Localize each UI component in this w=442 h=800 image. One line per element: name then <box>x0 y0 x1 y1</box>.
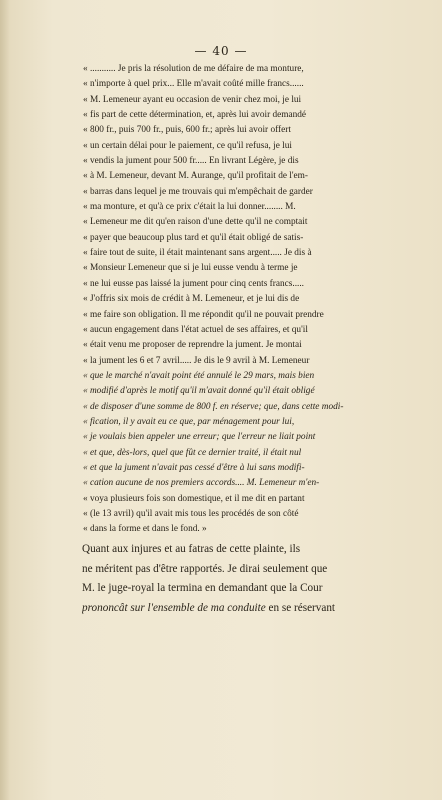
quote-line: « ma monture, et qu'à ce prix c'était la lui donner........ M. <box>83 202 296 213</box>
page-fold-shadow <box>0 0 10 800</box>
body-line: M. le juge-royal la termina en demandant que la Cour <box>82 582 323 594</box>
quote-line: « faire tout de suite, il était maintenant sans argent..... Je dis à <box>83 248 312 259</box>
body-line <box>82 599 417 619</box>
body-line: ne méritent pas d'être rapportés. Je dirai seulement que <box>82 562 328 575</box>
quoted-testimony <box>83 62 413 538</box>
page-number: — 40 — <box>194 44 248 58</box>
quote-line: « fis part de cette détermination, et, après lui avoir demandé <box>83 110 307 121</box>
body-line-end: en se réservant <box>265 601 336 614</box>
quote-line: « à M. Lemeneur, devant M. Aurange, qu'il profitait de l'em- <box>83 171 309 182</box>
body-line: Quant aux injures et au fatras de cette plainte, ils <box>82 543 301 555</box>
quote-line-italic: « je voulais bien appeler une erreur; que l'erreur ne liait point <box>83 432 316 443</box>
quote-line-italic: « et que, dès-lors, quel que fût ce dernier traité, il était nul <box>83 447 302 458</box>
quote-line: « Monsieur Lemeneur que si je lui eusse vendu à terme je <box>83 263 298 274</box>
quote-line-italic: « que le marché n'avait point été annulé le 29 mars, mais bien <box>83 370 315 381</box>
quote-line: « voya plusieurs fois son domestique, et il me dit en partant <box>83 493 305 504</box>
quote-line: « barras dans lequel je me trouvais qui m'empêchait de garder <box>83 186 313 197</box>
quote-line-italic: « de disposer d'une somme de 800 f. en réserve; que, dans cette modi- <box>83 401 344 412</box>
quote-line-italic: « fication, il y avait eu ce que, par ménagement pour lui, <box>83 416 295 427</box>
quote-line: « la jument les 6 et 7 avril..... Je dis le 9 avril à M. Lemeneur <box>83 355 310 366</box>
body-italic-phrase: prononcât sur l'ensemble de ma conduite <box>82 601 266 614</box>
quote-line: « aucun engagement dans l'état actuel de ses affaires, et qu'il <box>83 324 308 335</box>
quote-line: « M. Lemeneur ayant eu occasion de venir chez moi, je lui <box>83 94 302 105</box>
quote-line: « Lemeneur me dit qu'en raison d'une dette qu'il ne comptait <box>83 217 308 228</box>
quote-line: « ........... Je pris la résolution de me défaire de ma monture, <box>83 64 304 74</box>
quote-line: « était venu me proposer de reprendre la jument. Je montai <box>83 340 302 351</box>
quote-line: « 800 fr., puis 700 fr., puis, 600 fr.; après lui avoir offert <box>83 125 291 136</box>
quote-line: « vendis la jument pour 500 fr..... En livrant Légère, je dis <box>83 156 299 167</box>
quote-line: « payer que beaucoup plus tard et qu'il était obligé de satis- <box>83 232 304 243</box>
quote-line: « (le 13 avril) qu'il avait mis tous les procédés de son côté <box>83 508 299 519</box>
quote-line: « un certain délai pour le paiement, ce qu'il refusa, je lui <box>83 140 292 151</box>
quote-line-italic: « cation aucune de nos premiers accords.... M. Lemeneur m'en- <box>83 478 320 489</box>
quote-line: « dans la forme et dans le fond. » <box>83 524 207 535</box>
quote-line: « n'importe à quel prix... Elle m'avait coûté mille francs...... <box>83 79 304 90</box>
quote-line-italic: « modifié d'après le motif qu'il m'avait donné qu'il était obligé <box>83 386 315 397</box>
quote-line: « ne lui eusse pas laissé la jument pour cinq cents francs..... <box>83 278 305 289</box>
body-paragraph <box>82 540 417 618</box>
quote-line-italic: « et que la jument n'avait pas cessé d'être à lui sans modifi- <box>83 462 305 473</box>
quote-line: « me faire son obligation. Il me répondit qu'il ne pouvait prendre <box>83 309 324 320</box>
quote-line: « J'offris six mois de crédit à M. Lemeneur, et je lui dis de <box>83 294 300 305</box>
